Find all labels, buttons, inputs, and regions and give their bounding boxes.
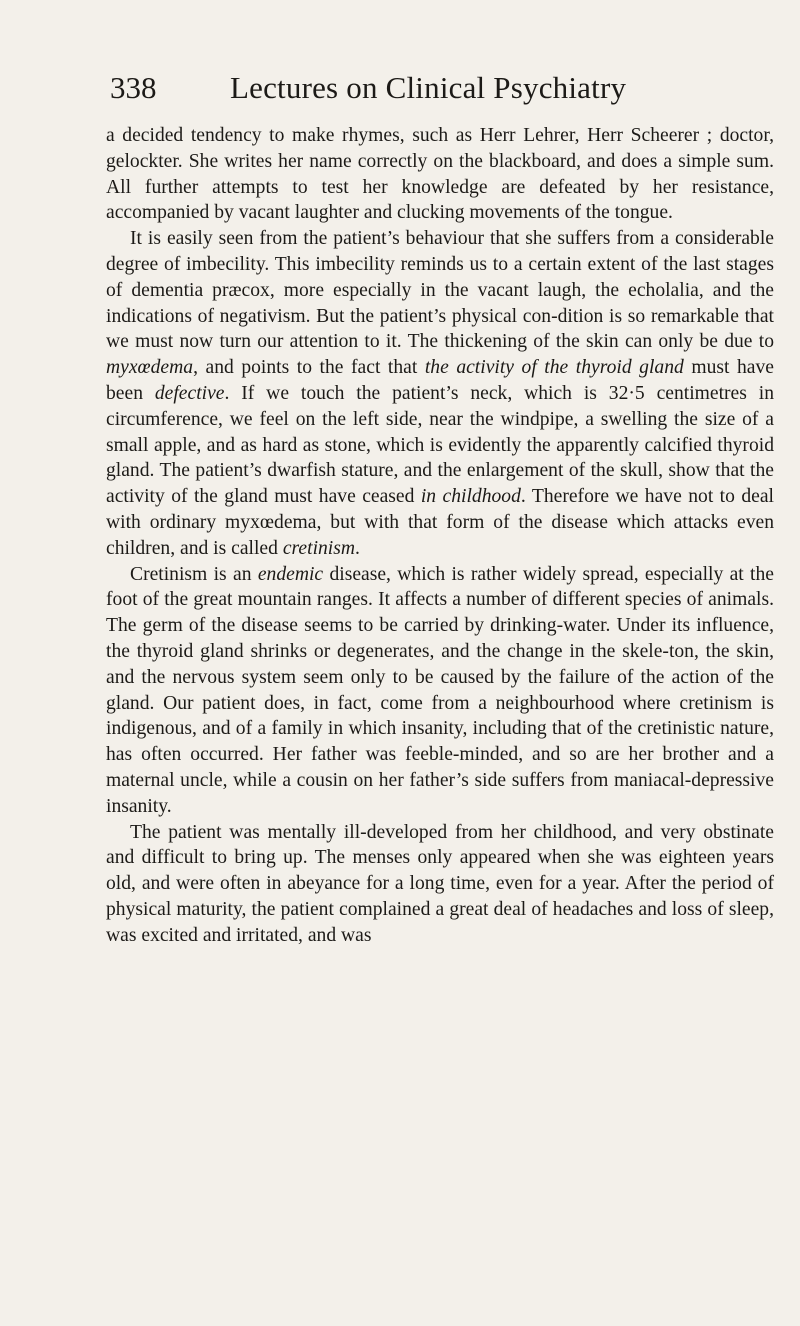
text-segment: . If we touch the patient’s neck, which is 32·5 centimetres in circumference, we feel on the left side, near the windpipe, a swelling the size of a small apple, and as hard as stone, which is evidently the apparently calcified thyroid gland. The patient’s dwarfish stature, and the enlargement of the skull, show that the activity of the gland must have ceased bbox=[106, 382, 774, 508]
text-segment: . Therefore we have not to deal with ordinary myxœdema, but with that form of the disease which attacks even children, and is called bbox=[106, 486, 774, 559]
text-segment: . bbox=[355, 537, 360, 559]
text-segment: Cretinism is an bbox=[130, 563, 258, 585]
text-segment: It is easily seen from the patient’s behaviour that she suffers from a considerable degree of imbecility. This imbecility reminds us to a certain extent of the last stages of dementia præcox, more especially in the vacant laugh, the echolalia, and the indications of negativism. But the patient’s physical con-dition is so remarkable that we must now turn our attention to it. The thickening of the skin can only be due to bbox=[106, 228, 774, 353]
text-segment: disease, which is rather widely spread, especially at the foot of the great mountain ranges. It affects a number of different species of animals. The germ of the disease seems to be carried by drinking-water. Under its influence, the thyroid gland shrinks or degenerates, and the change in the skele-ton, the skin, and the nervous system seem only to be caused by the failure of the action of the gland. Our patient does, in fact, come from a neighbourhood where cretinism is indigenous, and of a family in which insanity, including that of the cretinistic nature, has often occurred. Her father was feeble-minded, and so are her brother and a maternal uncle, while a cousin on her father’s side suffers from maniacal-depressive insanity. bbox=[106, 563, 774, 817]
paragraph bbox=[106, 226, 774, 561]
text-segment: The patient was mentally ill-developed from her childhood, and very obstinate and difficult to bring up. The menses only appeared when she was eighteen years old, and were often in abeyance for a long time, even for a year. After the period of physical maturity, the patient complained a great deal of headaches and loss of sleep, was excited and irritated, and was bbox=[106, 821, 774, 946]
text-segment: a decided tendency to make rhymes, such as Herr Lehrer, Herr Scheerer ; doctor, gelockter. She writes her name correctly on the blackboard, and does a simple sum. All further attempts to test her knowledge are defeated by her resistance, accompanied by vacant laughter and clucking movements of the tongue. bbox=[106, 125, 774, 224]
italic-term: endemic bbox=[257, 563, 324, 585]
running-title: Lectures on Clinical Psychiatry bbox=[230, 70, 627, 105]
italic-term: in childhood bbox=[420, 486, 521, 508]
text-segment: , and points to the fact that bbox=[193, 357, 425, 379]
page-number: 338 bbox=[110, 70, 157, 105]
text-segment: must have been bbox=[106, 357, 774, 404]
italic-term: cretinism bbox=[282, 537, 356, 559]
body-text bbox=[106, 123, 774, 949]
italic-term: the activity of the thyroid gland bbox=[424, 357, 684, 379]
paragraph bbox=[106, 820, 774, 949]
paragraph bbox=[106, 123, 774, 226]
italic-term: myxœdema bbox=[106, 357, 194, 379]
page-header bbox=[110, 70, 760, 114]
italic-term: defective bbox=[154, 382, 225, 404]
paragraph bbox=[106, 562, 774, 820]
